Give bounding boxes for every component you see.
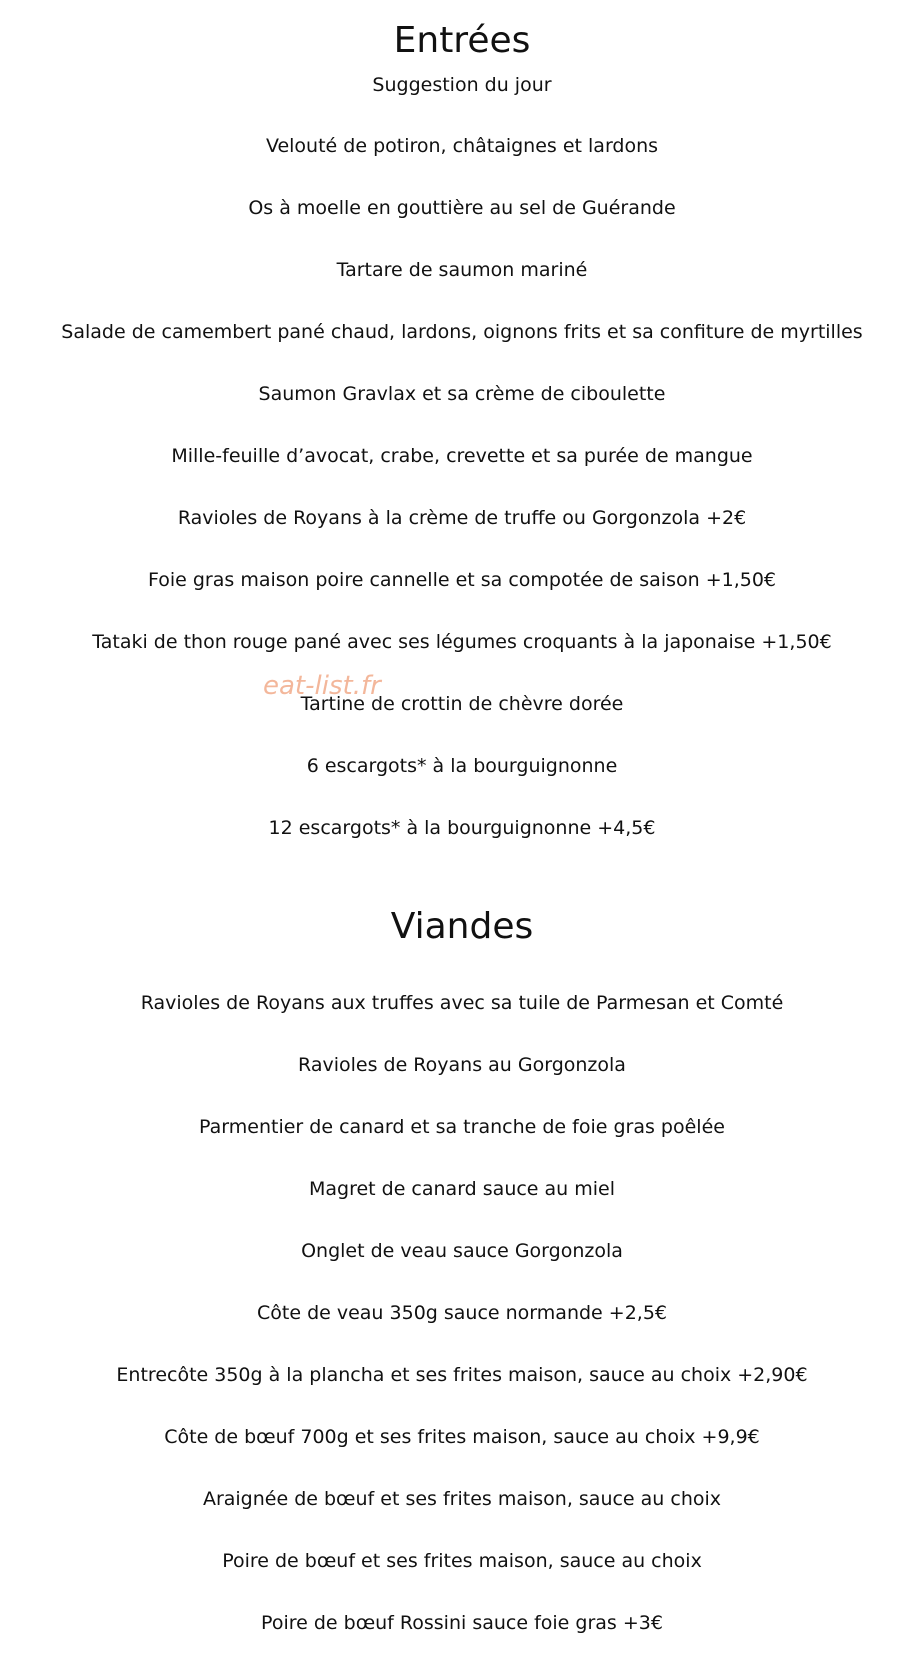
menu-item: Magret de canard sauce au miel	[308, 1178, 616, 1200]
menu-item: Ravioles de Royans à la crème de truffe ou Gorgonzola +2€	[177, 507, 747, 529]
entrees-subtitle: Suggestion du jour	[372, 74, 552, 96]
menu-item: Salade de camembert pané chaud, lardons, oignons frits et sa confiture de myrtilles	[61, 321, 863, 343]
menu-item: Parmentier de canard et sa tranche de foie gras poêlée	[199, 1116, 725, 1138]
menu-item: Tartine de crottin de chèvre dorée	[300, 693, 624, 715]
menu-item: Ravioles de Royans aux truffes avec sa tuile de Parmesan et Comté	[140, 992, 784, 1014]
menu-item: Entrecôte 350g à la plancha et ses frites maison, sauce au choix +2,90€	[116, 1364, 808, 1386]
menu-item: Tataki de thon rouge pané avec ses légumes croquants à la japonaise +1,50€	[92, 631, 832, 653]
menu-item: Araignée de bœuf et ses frites maison, sauce au choix	[202, 1488, 722, 1510]
menu-item: Tartare de saumon mariné	[336, 259, 588, 281]
menu-item: Poire de bœuf Rossini sauce foie gras +3€	[261, 1612, 663, 1634]
menu-item: Côte de veau 350g sauce normande +2,5€	[257, 1302, 667, 1324]
menu-item: Côte de bœuf 700g et ses frites maison, sauce au choix +9,9€	[164, 1426, 760, 1448]
menu-item: Ravioles de Royans au Gorgonzola	[298, 1054, 626, 1076]
menu-item: Mille-feuille d’avocat, crabe, crevette et sa purée de mangue	[171, 445, 753, 467]
menu-item: Foie gras maison poire cannelle et sa compotée de saison +1,50€	[147, 569, 777, 591]
menu-item: Onglet de veau sauce Gorgonzola	[301, 1240, 623, 1262]
menu-item: Os à moelle en gouttière au sel de Guérande	[248, 197, 676, 219]
menu-item: Velouté de potiron, châtaignes et lardons	[265, 135, 659, 157]
menu-item: Saumon Gravlax et sa crème de ciboulette	[258, 383, 666, 405]
menu-item: 6 escargots* à la bourguignonne	[306, 755, 618, 777]
entrees-title: Entrées	[393, 20, 531, 61]
menu-item: Poire de bœuf et ses frites maison, sauce au choix	[222, 1550, 702, 1572]
watermark: eat-list.fr	[263, 671, 381, 701]
menu-item: 12 escargots* à la bourguignonne +4,5€	[268, 817, 656, 839]
viandes-title: Viandes	[390, 906, 534, 947]
